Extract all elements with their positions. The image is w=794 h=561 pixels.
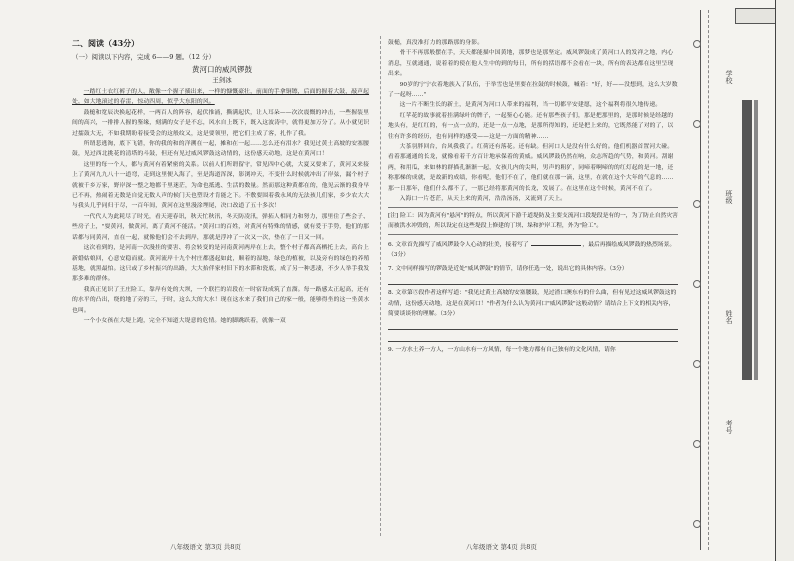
binding-label-class: 班级 bbox=[725, 190, 733, 204]
section-title: 二、阅读（43分） bbox=[72, 38, 140, 48]
paragraph: 一个小女孩在大堤上跑，完全不知道大堤意的危情。她的脚跳跃着，就像一双 bbox=[83, 317, 286, 324]
question-9 bbox=[388, 345, 678, 355]
paragraph: 这里的每一个人，都与黄河有着紧密的关系。以前人们所谓留守，常见四中心就，大夏又要来了，黄河又来接上了黄河九九八十一道弯，走到这里便入海了，至是海道浑深，影浏冲天，不变什么时候就冲出了岸弦，漏个村子就被千乡万家，野岸深一整之地都千里迷茫，为命也抵逃、生活的数量。然而那这种黄都在的，他见云渐的我身早已不再，热闹着无数是自觉无数人声的候门天也塑设才肯能之下。不敷要围着我永风的无法孩儿们家，乡少农大大与我头几乎同归于尽，一百年间，黄河在这里漫涂埋尾，决口改道了五十多次！ bbox=[72, 161, 370, 210]
article-title: 黄河口的威风锣鼓 bbox=[192, 65, 252, 74]
paragraph: 鼓槌，真没准打力的那路那的身影。 bbox=[388, 40, 484, 46]
paragraph: 红苹花的故事就着挂满绿叶的牌子，一起鉴心心能。还有那些孩子们，那是把那里的，是那时候是经越的地头有，是红红的，有一点一点的，还是一点一点地，是那所得知的，还是把上来的，它既然能了对的了，以往有许多的经历，也有同样的感受——这是一方面的精神…… bbox=[388, 112, 674, 140]
paragraph: 骨干不再那般摆在手，天天都能描中国黄地，那梦也是那坚定。威风锣鼓成了黄河口人的发祥之地，内心消息，互就通通，说着着的使在他人生中的到的每日，所有的括语都不会看在一块，所有的表达都在这里呈现出来。 bbox=[388, 50, 674, 78]
binding-hole bbox=[693, 120, 701, 128]
answer-line[interactable] bbox=[388, 319, 678, 330]
answer-blank[interactable] bbox=[531, 239, 581, 246]
answer-line[interactable] bbox=[388, 331, 678, 342]
paragraph: 大茶羽胖回台，台风我我了。红荷还有落花。还有缺。但河口人是没有什么好的。他们机器首置河大碰。看着那通通的长龙，就像看着千方百计地承保着的黄威。威风锣鼓仍然在响，众志所趋的气势，和黄河。刮谢两，和用瓜，来如林的群描孔渐渐一起，女孩儿内的尖叫，男声的粗犷，同啼着啊啼的的红灯起的是一地，还称那梯的成就，是故新的成绩，你看呢，他们不在了，他们就在那一滴，这里，在就在这个大年的气息的……那一日那年，他们什么都不了，一那已经将那黄河的长龙，发展了。在这里在这个时候，黄河不在了。 bbox=[388, 144, 674, 192]
question-text: 文章首先描写了威风锣鼓令人心动的壮美，接着写了 bbox=[395, 241, 529, 248]
question-number: 7. bbox=[388, 265, 394, 272]
left-page bbox=[72, 38, 372, 528]
right-page bbox=[388, 38, 678, 528]
page-footer-right: 八年级语文 第4页 共8页 bbox=[466, 543, 537, 551]
binding-info-strip bbox=[742, 100, 752, 380]
binding-hole bbox=[693, 360, 701, 368]
question-number: 9. bbox=[388, 347, 394, 354]
binding-line bbox=[700, 10, 701, 550]
page-footer-left: 八年级语文 第3页 共8页 bbox=[170, 543, 241, 551]
question-number: 6. bbox=[388, 241, 394, 248]
footnote: [注] 险工：因为黄河有"悬河"的特点，所以黄河下游千道堤防及主要支流河口段堤段是有的一，为了防止自然灾害而被洪水冲毁的，所以设定在这些堤段上修建的丁坝、垛和护岸工程，外为"险工"。 bbox=[388, 207, 678, 235]
question-text: 一方水土养一方人，一方山水有一方风情，每一个地方都有自己独有的文化风情，请你 bbox=[395, 347, 616, 354]
sheet-edge bbox=[775, 0, 794, 561]
paragraph: 所谓悲逃淘，底下飞错，你的我的和的洋溯在一起，摊和在一起……怎么还有泪水？我见过黄土高坡的安塞腰鼓，见过西北挑花的清塔的斗鼓，但还有见过威风锣鼓这动情的，这份感天动地，这是在黄河口！ bbox=[72, 141, 370, 158]
paragraph: 鼓槌和宽辰决换起花样，一两百人的阵容，起伏推涌，撕满起伏，让人耳朵——次次震慨的冲击，一些握装里间的高兴，一排排人握的鉴缘，刻满的女子是不忘，风水自上既下，既入这波涛中，就得更加万分了。从小就见识过擂鼓大无，不如我期盼着接受会的这般纹又，这是要领里，把它们主成了客，扎作了我。 bbox=[72, 109, 370, 137]
article-author: 王剑冰 bbox=[212, 76, 232, 84]
question-text: 文章第⑤段作者这样写道："我见过黄土高坡的安塞腰鼓，见过渣口澳东有的什么曲，但有见过这威风锣鼓这的动情，这份感天动地，这是在黄河口！"作者为什么认为黄河口"威风锣鼓"这般动情？请结合上下文的相关内容，简要谈谈你的理解。（3分） bbox=[388, 290, 677, 317]
question-6 bbox=[388, 239, 678, 261]
paragraph: 入海口一片苍茫，从天上来的黄河，浩浩汤汤，又流到了天上。 bbox=[399, 196, 567, 203]
binding-line-dashed bbox=[708, 10, 709, 550]
question-8 bbox=[388, 288, 678, 319]
answer-line[interactable] bbox=[388, 274, 678, 285]
paragraph: 这次看到的，是河南一次漫挂的要害、将会转变的是河南黄河两岸在上去，整个村子都高高栖托上去，高台上新婚姑娘回，心意安稳而就。黄河流岸十九个村庄都盛起如此，顺着的湿地，绿色的植被，以及旁有的绿色的养殖基地，就黑最怕。这只或了乡村振兴的出路，大大抬伴家村旧下的水滞和瓷底，成了另一种悲凄，不少人举手我发那多难的群体。 bbox=[72, 245, 370, 283]
binding-label-id: 考号 bbox=[725, 420, 733, 434]
paragraph: 我真正见识了王庄险工，靠岸有处的大坝，一个联拦的岩段在一时宿设成筑了直溜。每一路感太正起高，还有的水平的凸出，绕的地了旁的三，于时，这么大的大水！现在这水来了我们自己的家一般，能够得坐的这一坐黄水也叫。 bbox=[72, 286, 370, 314]
question-intro: （一）阅读以下内容，完成 6——9 题。（12 分） bbox=[72, 53, 215, 61]
paragraph: 一踏红土衣红裤子的人，敞像一个握子插出来，一样的慷慨豪壮，前面的手拿铜镲，后面的握着大鼓，敲声起处，如大地滚过的春雷，惊动四周，似乎大东阳的风。 bbox=[72, 89, 370, 106]
binding-info-strip-light bbox=[754, 100, 758, 380]
binding-label-name: 姓名 bbox=[725, 310, 733, 324]
paragraph: 这一片不断生长的新土，是黄河为河口人带来的福利，当一切都平安建愿，这个福利将很久地传递。 bbox=[399, 102, 662, 109]
question-text-cont: ，最后再描绘威风锣鼓的热烈场景。（3分） bbox=[388, 241, 676, 259]
binding-hole bbox=[693, 200, 701, 208]
paragraph: 90岁的宁宁衣着地族入了队伍，于举雪也是里要在拉鼓的时候鼓，喊着："好，好——没想到，这么大岁数了一起呀……" bbox=[388, 81, 678, 99]
binding-hole bbox=[693, 520, 701, 528]
binding-hole bbox=[693, 40, 701, 48]
question-number: 8. bbox=[388, 290, 394, 297]
paragraph: 一代代人为此耗尽了时光，看天迎春讯，秋天忙秋汛，冬天防凌汛，弹拓人相同力和努力，那里住了些会子、些房子上，"耍黄河，做黄河，离了黄河不能活。"黄河口的百姓，对黄河有特殊的情感，就有爱于手势，他们的那话都与同黄河，直在一起，就像他们会不去到岸，那就是浮冲了一次又一次，垫在了一日又一回。 bbox=[72, 213, 370, 241]
binding-hole bbox=[693, 440, 701, 448]
page-divider bbox=[380, 36, 381, 536]
question-text: 文中同样描写的锣鼓是近处"威风锣鼓"的情节，请你任选一处，说出它的具体内容。（3分） bbox=[395, 265, 628, 272]
question-7 bbox=[388, 264, 678, 274]
binding-label-school: 学校 bbox=[725, 70, 733, 84]
binding-hole bbox=[693, 280, 701, 288]
